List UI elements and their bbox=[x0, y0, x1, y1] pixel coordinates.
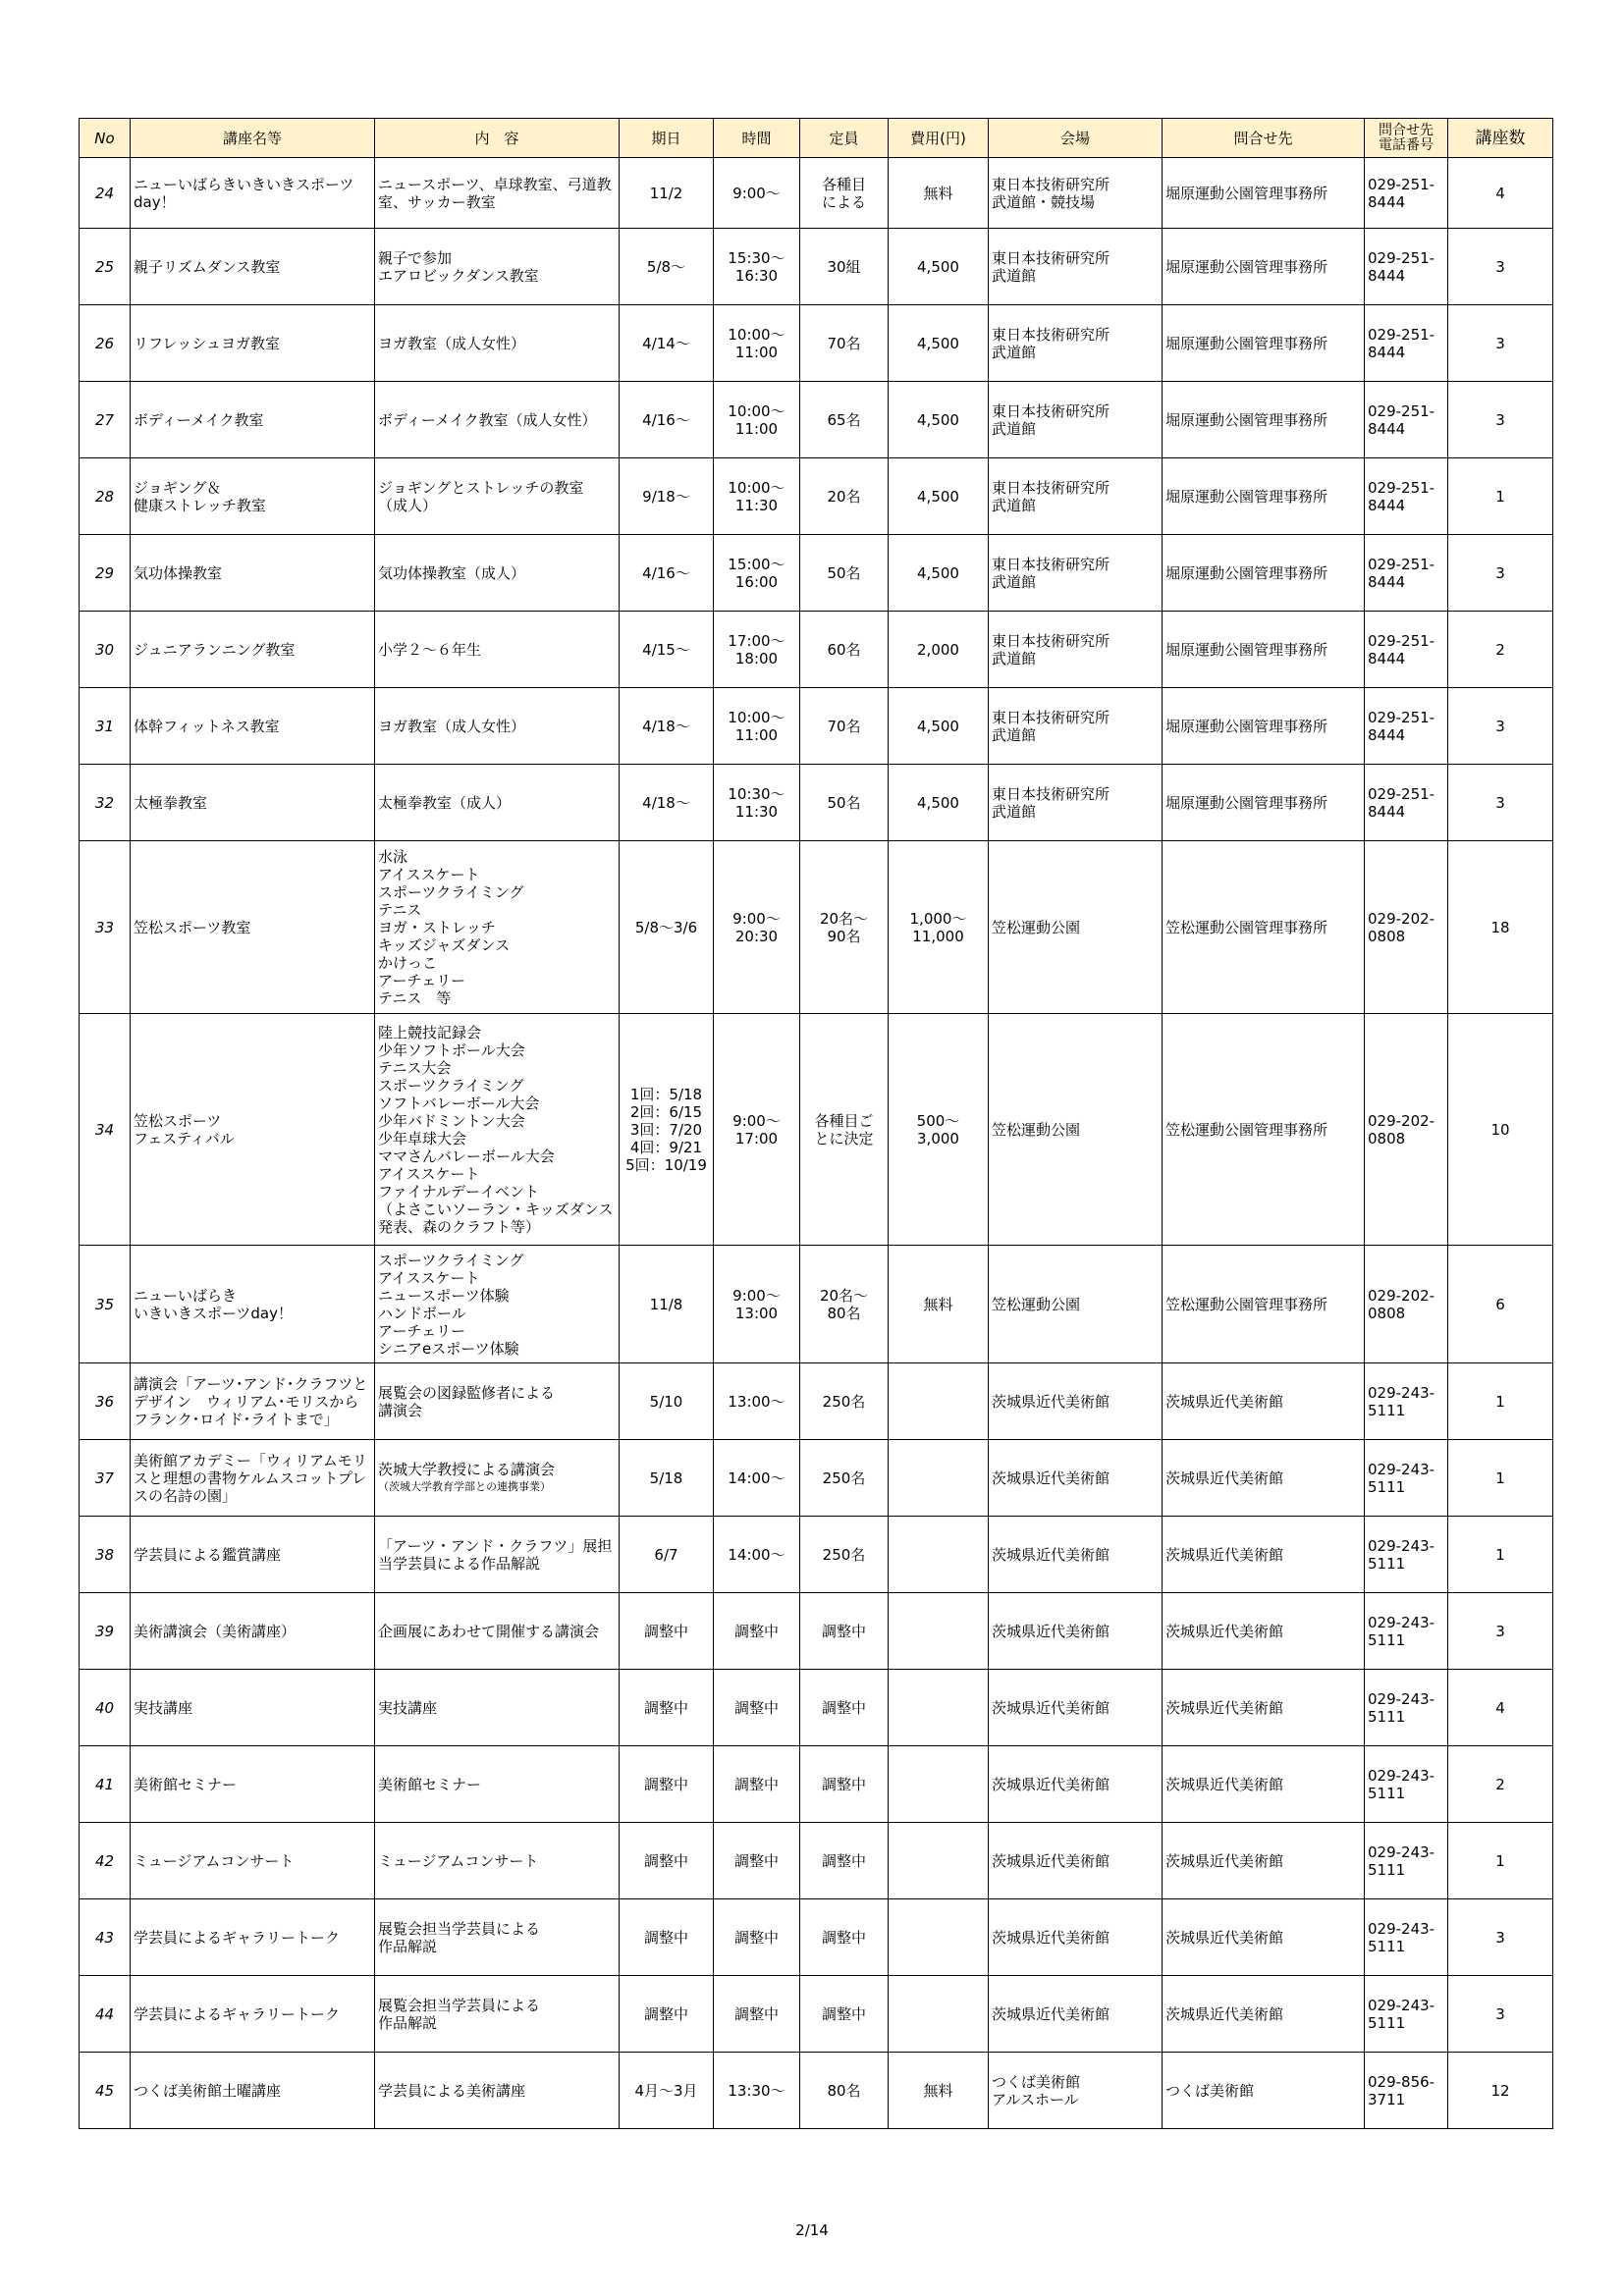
row-time: 15:00〜 16:00 bbox=[714, 535, 800, 612]
row-time: 調整中 bbox=[714, 1746, 800, 1823]
row-fee: 4,500 bbox=[889, 688, 989, 765]
row-tel: 029-202- 0808 bbox=[1365, 1246, 1448, 1363]
row-capacity: 調整中 bbox=[800, 1593, 889, 1670]
row-venue: 茨城県近代美術館 bbox=[989, 1823, 1163, 1899]
table-row bbox=[80, 1976, 1553, 2053]
table-row bbox=[80, 1746, 1553, 1823]
row-content bbox=[375, 1440, 620, 1517]
row-venue: 笠松運動公園 bbox=[989, 841, 1163, 1014]
row-fee: 500〜 3,000 bbox=[889, 1014, 989, 1246]
row-no: 24 bbox=[80, 158, 131, 229]
row-fee: 4,500 bbox=[889, 535, 989, 612]
row-contact: 堀原運動公園管理事務所 bbox=[1163, 688, 1365, 765]
row-date: 1回：5/18 2回：6/15 3回：7/20 4回：9/21 5回：10/19 bbox=[620, 1014, 714, 1246]
row-name: 美術講演会（美術講座） bbox=[131, 1593, 375, 1670]
row-capacity: 65名 bbox=[800, 382, 889, 458]
row-time: 調整中 bbox=[714, 1670, 800, 1746]
row-date: 4/14〜 bbox=[620, 305, 714, 382]
row-name: 気功体操教室 bbox=[131, 535, 375, 612]
row-capacity: 各種目ご とに決定 bbox=[800, 1014, 889, 1246]
row-capacity: 調整中 bbox=[800, 1823, 889, 1899]
row-content: 「アーツ・アンド・クラフツ」展担当学芸員による作品解説 bbox=[375, 1517, 620, 1593]
table-row bbox=[80, 158, 1553, 229]
row-count: 1 bbox=[1448, 1517, 1553, 1593]
row-fee bbox=[889, 1593, 989, 1670]
row-count: 3 bbox=[1448, 229, 1553, 305]
table-row bbox=[80, 1593, 1553, 1670]
page-number: 2/14 bbox=[795, 2221, 829, 2239]
row-venue: 東日本技術研究所 武道館 bbox=[989, 535, 1163, 612]
row-capacity: 70名 bbox=[800, 688, 889, 765]
row-capacity: 調整中 bbox=[800, 1746, 889, 1823]
row-time: 13:00〜 bbox=[714, 1363, 800, 1440]
table-row bbox=[80, 688, 1553, 765]
row-contact: 堀原運動公園管理事務所 bbox=[1163, 158, 1365, 229]
row-time: 9:00〜 13:00 bbox=[714, 1246, 800, 1363]
row-contact: 堀原運動公園管理事務所 bbox=[1163, 305, 1365, 382]
table-row bbox=[80, 1014, 1553, 1246]
header-contact: 問合せ先 bbox=[1163, 119, 1365, 158]
row-no: 30 bbox=[80, 612, 131, 688]
header-row bbox=[80, 119, 1553, 158]
row-no: 27 bbox=[80, 382, 131, 458]
row-tel: 029-251- 8444 bbox=[1365, 688, 1448, 765]
row-capacity: 50名 bbox=[800, 765, 889, 841]
row-capacity: 70名 bbox=[800, 305, 889, 382]
row-no: 39 bbox=[80, 1593, 131, 1670]
row-contact: 堀原運動公園管理事務所 bbox=[1163, 382, 1365, 458]
row-content: 美術館セミナー bbox=[375, 1746, 620, 1823]
row-content: ボディーメイク教室（成人女性） bbox=[375, 382, 620, 458]
row-tel: 029-251- 8444 bbox=[1365, 458, 1448, 535]
row-count: 1 bbox=[1448, 1823, 1553, 1899]
row-date: 調整中 bbox=[620, 1823, 714, 1899]
row-contact: 笠松運動公園管理事務所 bbox=[1163, 841, 1365, 1014]
row-count: 6 bbox=[1448, 1246, 1553, 1363]
row-contact: 笠松運動公園管理事務所 bbox=[1163, 1014, 1365, 1246]
row-fee: 4,500 bbox=[889, 229, 989, 305]
row-venue: 茨城県近代美術館 bbox=[989, 1517, 1163, 1593]
row-count: 3 bbox=[1448, 1899, 1553, 1976]
table-row bbox=[80, 1440, 1553, 1517]
row-contact: つくば美術館 bbox=[1163, 2053, 1365, 2129]
row-tel: 029-251- 8444 bbox=[1365, 158, 1448, 229]
row-name: ニューいばらきいきいきスポーツday！ bbox=[131, 158, 375, 229]
row-count: 12 bbox=[1448, 2053, 1553, 2129]
row-name: 体幹フィットネス教室 bbox=[131, 688, 375, 765]
row-date: 11/2 bbox=[620, 158, 714, 229]
row-name: 太極拳教室 bbox=[131, 765, 375, 841]
row-venue: 東日本技術研究所 武道館・競技場 bbox=[989, 158, 1163, 229]
row-capacity: 20名 bbox=[800, 458, 889, 535]
row-no: 38 bbox=[80, 1517, 131, 1593]
table-row bbox=[80, 382, 1553, 458]
row-tel: 029-251- 8444 bbox=[1365, 535, 1448, 612]
row-contact: 茨城県近代美術館 bbox=[1163, 1976, 1365, 2053]
row-tel: 029-243- 5111 bbox=[1365, 1670, 1448, 1746]
row-count: 4 bbox=[1448, 1670, 1553, 1746]
row-no: 33 bbox=[80, 841, 131, 1014]
row-content: ミュージアムコンサート bbox=[375, 1823, 620, 1899]
table-row bbox=[80, 1823, 1553, 1899]
row-date: 調整中 bbox=[620, 1976, 714, 2053]
row-content: 学芸員による美術講座 bbox=[375, 2053, 620, 2129]
row-time: 調整中 bbox=[714, 1823, 800, 1899]
row-contact: 堀原運動公園管理事務所 bbox=[1163, 458, 1365, 535]
row-count: 3 bbox=[1448, 1593, 1553, 1670]
row-no: 36 bbox=[80, 1363, 131, 1440]
row-name: ミュージアムコンサート bbox=[131, 1823, 375, 1899]
table-row bbox=[80, 535, 1553, 612]
row-count: 3 bbox=[1448, 765, 1553, 841]
table-row bbox=[80, 765, 1553, 841]
row-contact: 笠松運動公園管理事務所 bbox=[1163, 1246, 1365, 1363]
row-contact: 茨城県近代美術館 bbox=[1163, 1746, 1365, 1823]
row-name: 親子リズムダンス教室 bbox=[131, 229, 375, 305]
header-count: 講座数 bbox=[1448, 119, 1553, 158]
row-venue: 笠松運動公園 bbox=[989, 1014, 1163, 1246]
row-capacity: 調整中 bbox=[800, 1899, 889, 1976]
row-capacity: 80名 bbox=[800, 2053, 889, 2129]
header-fee: 費用(円) bbox=[889, 119, 989, 158]
row-fee bbox=[889, 1899, 989, 1976]
row-tel: 029-243- 5111 bbox=[1365, 1823, 1448, 1899]
table-row bbox=[80, 841, 1553, 1014]
row-name: ジョギング＆ 健康ストレッチ教室 bbox=[131, 458, 375, 535]
row-content: ニュースポーツ、卓球教室、弓道教室、サッカー教室 bbox=[375, 158, 620, 229]
row-tel: 029-856- 3711 bbox=[1365, 2053, 1448, 2129]
row-venue: 東日本技術研究所 武道館 bbox=[989, 612, 1163, 688]
row-fee: 4,500 bbox=[889, 765, 989, 841]
row-content: ジョギングとストレッチの教室 （成人） bbox=[375, 458, 620, 535]
row-contact: 茨城県近代美術館 bbox=[1163, 1517, 1365, 1593]
header-time: 時間 bbox=[714, 119, 800, 158]
row-count: 1 bbox=[1448, 1363, 1553, 1440]
row-count: 3 bbox=[1448, 382, 1553, 458]
row-time: 10:00〜 11:30 bbox=[714, 458, 800, 535]
row-tel: 029-251- 8444 bbox=[1365, 382, 1448, 458]
row-count: 2 bbox=[1448, 1746, 1553, 1823]
row-date: 9/18〜 bbox=[620, 458, 714, 535]
row-name: 講演会「アーツ･アンド･クラフツとデザイン ウィリアム･モリスからフランク･ロイド･ライトまで」 bbox=[131, 1363, 375, 1440]
row-name: 笠松スポーツ教室 bbox=[131, 841, 375, 1014]
table-row bbox=[80, 1899, 1553, 1976]
row-count: 3 bbox=[1448, 688, 1553, 765]
row-capacity: 250名 bbox=[800, 1517, 889, 1593]
row-date: 4/18〜 bbox=[620, 688, 714, 765]
row-content-main: 茨城大学教授による講演会 bbox=[378, 1460, 556, 1478]
row-content: 展覧会担当学芸員による 作品解説 bbox=[375, 1899, 620, 1976]
row-date: 4月〜3月 bbox=[620, 2053, 714, 2129]
row-fee: 2,000 bbox=[889, 612, 989, 688]
row-venue: 東日本技術研究所 武道館 bbox=[989, 765, 1163, 841]
row-capacity: 各種目 による bbox=[800, 158, 889, 229]
row-time: 10:00〜 11:00 bbox=[714, 688, 800, 765]
row-fee bbox=[889, 1363, 989, 1440]
course-table bbox=[79, 118, 1553, 2129]
row-contact: 茨城県近代美術館 bbox=[1163, 1899, 1365, 1976]
row-name: つくば美術館土曜講座 bbox=[131, 2053, 375, 2129]
row-no: 45 bbox=[80, 2053, 131, 2129]
row-tel: 029-251- 8444 bbox=[1365, 229, 1448, 305]
row-name: 美術館セミナー bbox=[131, 1746, 375, 1823]
row-content: 展覧会担当学芸員による 作品解説 bbox=[375, 1976, 620, 2053]
row-content: 企画展にあわせて開催する講演会 bbox=[375, 1593, 620, 1670]
row-name: ボディーメイク教室 bbox=[131, 382, 375, 458]
row-count: 3 bbox=[1448, 535, 1553, 612]
row-contact: 堀原運動公園管理事務所 bbox=[1163, 229, 1365, 305]
row-tel: 029-243- 5111 bbox=[1365, 1976, 1448, 2053]
row-content: 親子で参加 エアロビックダンス教室 bbox=[375, 229, 620, 305]
row-contact: 堀原運動公園管理事務所 bbox=[1163, 612, 1365, 688]
row-contact: 堀原運動公園管理事務所 bbox=[1163, 765, 1365, 841]
row-date: 4/16〜 bbox=[620, 382, 714, 458]
row-contact: 堀原運動公園管理事務所 bbox=[1163, 535, 1365, 612]
row-fee bbox=[889, 1976, 989, 2053]
row-time: 14:00〜 bbox=[714, 1517, 800, 1593]
row-count: 1 bbox=[1448, 1440, 1553, 1517]
row-date: 調整中 bbox=[620, 1670, 714, 1746]
row-venue: 東日本技術研究所 武道館 bbox=[989, 458, 1163, 535]
row-date: 5/8〜3/6 bbox=[620, 841, 714, 1014]
row-date: 調整中 bbox=[620, 1899, 714, 1976]
row-venue: 東日本技術研究所 武道館 bbox=[989, 688, 1163, 765]
row-name: 学芸員によるギャラリートーク bbox=[131, 1899, 375, 1976]
row-date: 調整中 bbox=[620, 1746, 714, 1823]
row-capacity: 20名〜 80名 bbox=[800, 1246, 889, 1363]
row-name: 笠松スポーツ フェスティバル bbox=[131, 1014, 375, 1246]
table-row bbox=[80, 1670, 1553, 1746]
row-time: 15:30〜 16:30 bbox=[714, 229, 800, 305]
row-venue: 東日本技術研究所 武道館 bbox=[989, 382, 1163, 458]
row-venue: 茨城県近代美術館 bbox=[989, 1593, 1163, 1670]
row-date: 5/8〜 bbox=[620, 229, 714, 305]
row-time: 10:00〜 11:00 bbox=[714, 382, 800, 458]
row-tel: 029-251- 8444 bbox=[1365, 305, 1448, 382]
row-venue: 東日本技術研究所 武道館 bbox=[989, 229, 1163, 305]
row-contact: 茨城県近代美術館 bbox=[1163, 1823, 1365, 1899]
row-time: 調整中 bbox=[714, 1593, 800, 1670]
row-time: 10:00〜 11:00 bbox=[714, 305, 800, 382]
row-date: 11/8 bbox=[620, 1246, 714, 1363]
row-tel: 029-243- 5111 bbox=[1365, 1440, 1448, 1517]
row-fee bbox=[889, 1823, 989, 1899]
row-no: 25 bbox=[80, 229, 131, 305]
row-capacity: 20名〜 90名 bbox=[800, 841, 889, 1014]
header-date: 期日 bbox=[620, 119, 714, 158]
row-no: 35 bbox=[80, 1246, 131, 1363]
row-content: ヨガ教室（成人女性） bbox=[375, 305, 620, 382]
table-row bbox=[80, 1363, 1553, 1440]
row-date: 4/18〜 bbox=[620, 765, 714, 841]
table-row bbox=[80, 305, 1553, 382]
table-row bbox=[80, 458, 1553, 535]
row-tel: 029-243- 5111 bbox=[1365, 1363, 1448, 1440]
row-fee bbox=[889, 1517, 989, 1593]
row-capacity: 60名 bbox=[800, 612, 889, 688]
row-tel: 029-243- 5111 bbox=[1365, 1593, 1448, 1670]
row-no: 43 bbox=[80, 1899, 131, 1976]
row-content: 小学２〜６年生 bbox=[375, 612, 620, 688]
row-content: 陸上競技記録会 少年ソフトボール大会 テニス大会 スポーツクライミング ソフトバレーボール大会 少年バドミントン大会 少年卓球大会 ママさんバレーボール大会 アイススケート ファイナルデーイベント （よさこいソーラン・キッズダンス発表、森のクラフト等） bbox=[375, 1014, 620, 1246]
row-time: 9:00〜 20:30 bbox=[714, 841, 800, 1014]
row-fee: 1,000〜 11,000 bbox=[889, 841, 989, 1014]
row-count: 1 bbox=[1448, 458, 1553, 535]
row-content-note: （茨城大学教育学部との連携事業） bbox=[378, 1479, 551, 1493]
row-venue: 茨城県近代美術館 bbox=[989, 1899, 1163, 1976]
row-name: ジュニアランニング教室 bbox=[131, 612, 375, 688]
row-tel: 029-243- 5111 bbox=[1365, 1517, 1448, 1593]
row-fee: 4,500 bbox=[889, 458, 989, 535]
row-name: 実技講座 bbox=[131, 1670, 375, 1746]
row-count: 4 bbox=[1448, 158, 1553, 229]
table-row bbox=[80, 1517, 1553, 1593]
row-content: 水泳 アイススケート スポーツクライミング テニス ヨガ・ストレッチ キッズジャズダンス かけっこ アーチェリー テニス 等 bbox=[375, 841, 620, 1014]
row-fee: 無料 bbox=[889, 2053, 989, 2129]
row-date: 5/10 bbox=[620, 1363, 714, 1440]
row-fee: 無料 bbox=[889, 158, 989, 229]
row-venue: 笠松運動公園 bbox=[989, 1246, 1163, 1363]
row-venue: 茨城県近代美術館 bbox=[989, 1363, 1163, 1440]
row-time: 9:00〜 17:00 bbox=[714, 1014, 800, 1246]
row-count: 10 bbox=[1448, 1014, 1553, 1246]
row-name: 学芸員による鑑賞講座 bbox=[131, 1517, 375, 1593]
header-content: 内 容 bbox=[375, 119, 620, 158]
row-no: 34 bbox=[80, 1014, 131, 1246]
row-no: 42 bbox=[80, 1823, 131, 1899]
row-content: ヨガ教室（成人女性） bbox=[375, 688, 620, 765]
row-venue: 茨城県近代美術館 bbox=[989, 1670, 1163, 1746]
row-count: 2 bbox=[1448, 612, 1553, 688]
row-tel: 029-202- 0808 bbox=[1365, 841, 1448, 1014]
row-no: 28 bbox=[80, 458, 131, 535]
row-no: 26 bbox=[80, 305, 131, 382]
row-name: ニューいばらき いきいきスポーツday！ bbox=[131, 1246, 375, 1363]
row-fee bbox=[889, 1670, 989, 1746]
row-fee: 4,500 bbox=[889, 305, 989, 382]
row-capacity: 30組 bbox=[800, 229, 889, 305]
table-row bbox=[80, 612, 1553, 688]
row-venue: 茨城県近代美術館 bbox=[989, 1440, 1163, 1517]
header-no: No bbox=[80, 119, 131, 158]
row-capacity: 調整中 bbox=[800, 1976, 889, 2053]
row-venue: 茨城県近代美術館 bbox=[989, 1746, 1163, 1823]
row-venue: 茨城県近代美術館 bbox=[989, 1976, 1163, 2053]
row-no: 31 bbox=[80, 688, 131, 765]
row-capacity: 250名 bbox=[800, 1440, 889, 1517]
row-content: 気功体操教室（成人） bbox=[375, 535, 620, 612]
row-name: 学芸員によるギャラリートーク bbox=[131, 1976, 375, 2053]
row-date: 4/16〜 bbox=[620, 535, 714, 612]
row-contact: 茨城県近代美術館 bbox=[1163, 1593, 1365, 1670]
row-no: 40 bbox=[80, 1670, 131, 1746]
row-no: 37 bbox=[80, 1440, 131, 1517]
row-capacity: 250名 bbox=[800, 1363, 889, 1440]
row-tel: 029-202- 0808 bbox=[1365, 1014, 1448, 1246]
row-tel: 029-243- 5111 bbox=[1365, 1899, 1448, 1976]
row-fee bbox=[889, 1746, 989, 1823]
row-tel: 029-251- 8444 bbox=[1365, 765, 1448, 841]
row-date: 5/18 bbox=[620, 1440, 714, 1517]
row-time: 17:00〜 18:00 bbox=[714, 612, 800, 688]
row-date: 6/7 bbox=[620, 1517, 714, 1593]
header-name: 講座名等 bbox=[131, 119, 375, 158]
row-time: 9:00〜 bbox=[714, 158, 800, 229]
row-content: 展覧会の図録監修者による 講演会 bbox=[375, 1363, 620, 1440]
row-fee: 無料 bbox=[889, 1246, 989, 1363]
row-content: 太極拳教室（成人） bbox=[375, 765, 620, 841]
row-fee bbox=[889, 1440, 989, 1517]
row-venue: つくば美術館 アルスホール bbox=[989, 2053, 1163, 2129]
row-name: リフレッシュヨガ教室 bbox=[131, 305, 375, 382]
row-time: 調整中 bbox=[714, 1899, 800, 1976]
header-capacity: 定員 bbox=[800, 119, 889, 158]
row-no: 44 bbox=[80, 1976, 131, 2053]
row-contact: 茨城県近代美術館 bbox=[1163, 1440, 1365, 1517]
table-row bbox=[80, 1246, 1553, 1363]
row-content: スポーツクライミング アイススケート ニュースポーツ体験 ハンドボール アーチェリー シニアeスポーツ体験 bbox=[375, 1246, 620, 1363]
row-tel: 029-243- 5111 bbox=[1365, 1746, 1448, 1823]
header-tel: 問合せ先 電話番号 bbox=[1365, 119, 1448, 158]
row-contact: 茨城県近代美術館 bbox=[1163, 1670, 1365, 1746]
row-no: 29 bbox=[80, 535, 131, 612]
row-fee: 4,500 bbox=[889, 382, 989, 458]
row-capacity: 50名 bbox=[800, 535, 889, 612]
table-row bbox=[80, 2053, 1553, 2129]
row-date: 調整中 bbox=[620, 1593, 714, 1670]
row-capacity: 調整中 bbox=[800, 1670, 889, 1746]
table-row bbox=[80, 229, 1553, 305]
row-tel: 029-251- 8444 bbox=[1365, 612, 1448, 688]
row-name: 美術館アカデミー「ウィリアムモリスと理想の書物ケルムスコットプレスの名詩の園」 bbox=[131, 1440, 375, 1517]
row-time: 10:30〜 11:30 bbox=[714, 765, 800, 841]
row-no: 41 bbox=[80, 1746, 131, 1823]
row-count: 3 bbox=[1448, 1976, 1553, 2053]
row-content: 実技講座 bbox=[375, 1670, 620, 1746]
row-time: 調整中 bbox=[714, 1976, 800, 2053]
row-no: 32 bbox=[80, 765, 131, 841]
row-count: 3 bbox=[1448, 305, 1553, 382]
header-venue: 会場 bbox=[989, 119, 1163, 158]
row-count: 18 bbox=[1448, 841, 1553, 1014]
row-date: 4/15〜 bbox=[620, 612, 714, 688]
row-time: 13:30〜 bbox=[714, 2053, 800, 2129]
row-time: 14:00〜 bbox=[714, 1440, 800, 1517]
row-venue: 東日本技術研究所 武道館 bbox=[989, 305, 1163, 382]
row-contact: 茨城県近代美術館 bbox=[1163, 1363, 1365, 1440]
